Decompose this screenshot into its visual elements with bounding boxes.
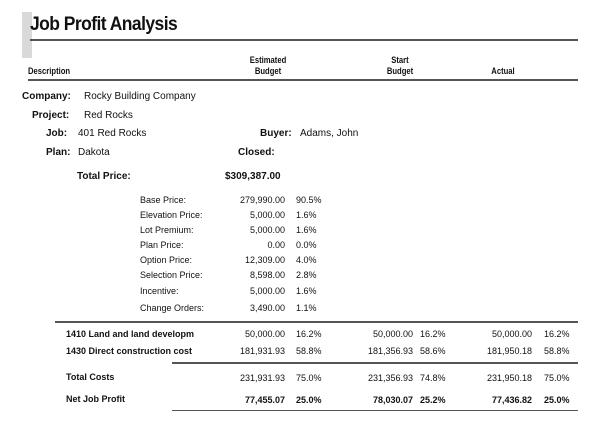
- project-label: Project:: [32, 110, 70, 121]
- breakdown-pct-option: 4.0%: [296, 255, 317, 265]
- cost-row-actual-pct-land: 16.2%: [544, 329, 570, 339]
- breakdown-amount-elevation: 5,000.00: [249, 210, 285, 220]
- cost-row-label-construction: 1430 Direct construction cost: [66, 346, 193, 356]
- breakdown-pct-plan: 0.0%: [296, 240, 317, 250]
- closed-label: Closed:: [238, 147, 275, 158]
- total-price-value: $309,387.00: [225, 171, 281, 182]
- cost-row-start-pct-construction: 58.6%: [420, 346, 446, 356]
- company-label: Company:: [22, 91, 71, 102]
- plan-label: Plan:: [46, 147, 71, 158]
- breakdown-amount-base: 279,990.00: [239, 195, 285, 205]
- col-header-estimated-line1: Estimated: [249, 55, 287, 65]
- net-profit-est-pct: 25.0%: [296, 395, 322, 405]
- company-value: Rocky Building Company: [84, 91, 196, 102]
- cost-row-start-pct-land: 16.2%: [420, 329, 446, 339]
- cost-row-est-land: 50,000.00: [244, 329, 285, 339]
- net-profit-est: 77,455.07: [244, 395, 285, 405]
- total-costs-label: Total Costs: [66, 372, 115, 382]
- project-value: Red Rocks: [84, 110, 133, 121]
- total-costs-est-pct: 75.0%: [296, 373, 322, 383]
- cost-section-rule: [55, 321, 578, 323]
- totals-rule: [172, 362, 578, 364]
- breakdown-amount-plan: 0.00: [267, 240, 285, 250]
- buyer-label: Buyer:: [260, 128, 292, 139]
- cost-row-actual-construction: 181,950.18: [486, 346, 532, 356]
- net-profit-label: Net Job Profit: [66, 394, 126, 404]
- breakdown-label-selection: Selection Price:: [140, 270, 203, 280]
- cost-row-est-pct-land: 16.2%: [296, 329, 322, 339]
- net-profit-start-pct: 25.2%: [420, 395, 446, 405]
- total-costs-actual: 231,950.18: [486, 373, 532, 383]
- col-header-estimated-budget: [243, 55, 294, 77]
- col-header-start-budget: [376, 55, 424, 77]
- header-rule: [28, 79, 578, 81]
- job-label: Job:: [46, 128, 68, 139]
- cost-row-est-pct-construction: 58.8%: [296, 346, 322, 356]
- cost-row-actual-pct-construction: 58.8%: [544, 346, 570, 356]
- total-costs-start: 231,356.93: [367, 373, 413, 383]
- col-header-start-line1: Start: [391, 55, 409, 65]
- col-header-estimated-line2: Budget: [254, 66, 282, 76]
- plan-value: Dakota: [78, 147, 110, 158]
- total-costs-start-pct: 74.8%: [420, 373, 446, 383]
- total-price-label: Total Price:: [77, 171, 131, 182]
- breakdown-label-plan: Plan Price:: [140, 240, 184, 250]
- breakdown-label-lot-premium: Lot Premium:: [140, 225, 194, 235]
- breakdown-label-incentive: Incentive:: [140, 286, 179, 296]
- breakdown-amount-lot-premium: 5,000.00: [249, 225, 285, 235]
- breakdown-pct-change-orders: 1.1%: [296, 303, 317, 313]
- buyer-value: Adams, John: [300, 128, 359, 139]
- cost-row-start-construction: 181,356.93: [367, 346, 413, 356]
- breakdown-amount-incentive: 5,000.00: [249, 286, 285, 296]
- title-rule: [30, 39, 578, 41]
- net-profit-start: 78,030.07: [372, 395, 413, 405]
- cost-row-label-land: 1410 Land and land developm: [66, 329, 195, 339]
- bottom-rule: [172, 410, 578, 411]
- breakdown-label-change-orders: Change Orders:: [140, 303, 205, 313]
- total-costs-est: 231,931.93: [239, 373, 285, 383]
- cost-row-est-construction: 181,931.93: [239, 346, 285, 356]
- col-header-actual: Actual: [491, 66, 515, 76]
- job-value: 401 Red Rocks: [78, 128, 147, 139]
- report-title: Job Profit Analysis: [30, 14, 178, 35]
- col-header-description: Description: [28, 66, 71, 76]
- breakdown-pct-lot-premium: 1.6%: [296, 225, 317, 235]
- total-costs-actual-pct: 75.0%: [544, 373, 570, 383]
- breakdown-amount-option: 12,309.00: [244, 255, 285, 265]
- breakdown-pct-selection: 2.8%: [296, 270, 317, 280]
- net-profit-actual-pct: 25.0%: [544, 395, 570, 405]
- breakdown-amount-change-orders: 3,490.00: [249, 303, 285, 313]
- col-header-start-line2: Budget: [386, 66, 414, 76]
- cost-row-actual-land: 50,000.00: [491, 329, 532, 339]
- breakdown-label-option: Option Price:: [140, 255, 193, 265]
- net-profit-actual: 77,436.82: [491, 395, 532, 405]
- breakdown-pct-base: 90.5%: [296, 195, 322, 205]
- breakdown-pct-elevation: 1.6%: [296, 210, 317, 220]
- breakdown-label-base: Base Price:: [140, 195, 187, 205]
- breakdown-amount-selection: 8,598.00: [249, 270, 285, 280]
- breakdown-pct-incentive: 1.6%: [296, 286, 317, 296]
- cost-row-start-land: 50,000.00: [372, 329, 413, 339]
- breakdown-label-elevation: Elevation Price:: [140, 210, 203, 220]
